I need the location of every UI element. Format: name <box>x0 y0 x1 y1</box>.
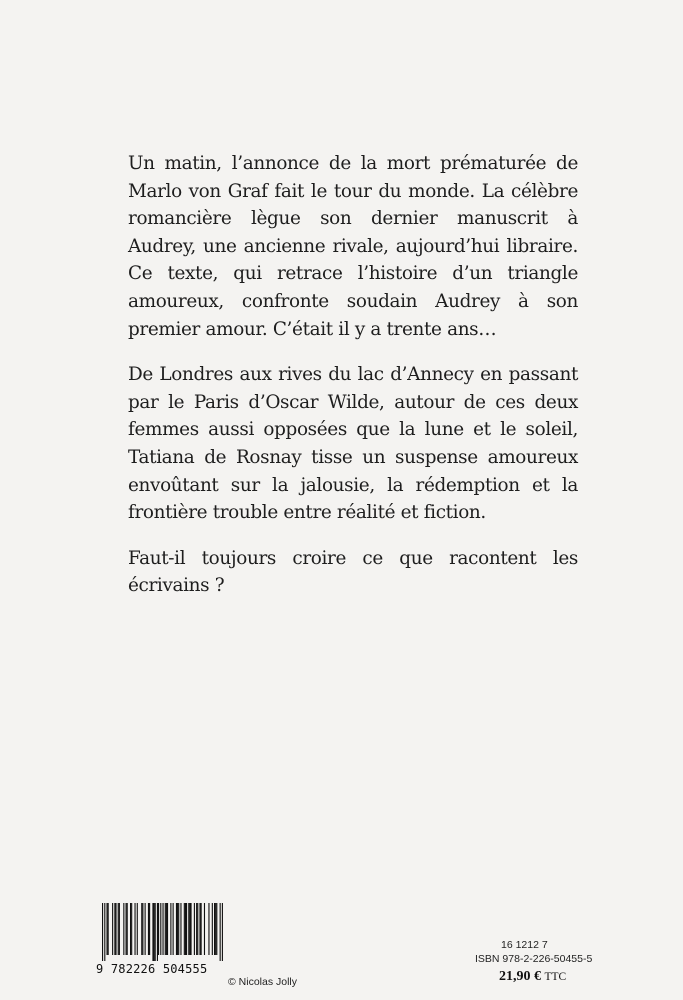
price-block <box>475 938 593 988</box>
photo-credit: © Nicolas Jolly <box>228 976 298 988</box>
price-suffix: TTC <box>544 971 567 983</box>
barcode-digits: 9 782226 504555 <box>96 962 208 976</box>
reference-code: 16 1212 7 <box>501 939 548 951</box>
blurb-paragraph-1: Un matin, l’annonce de la mort prématurée de Marlo von Graf fait le tour du monde. La célèbre romancière lègue son dernier manuscrit à Audrey, une ancienne rivale, aujourd’hui libraire. Ce texte, qui retrace l’histoire d’un triangle amoureux, confronte soudain Audrey à son premier amour. C’était il y a trente ans… <box>128 153 578 340</box>
price <box>475 966 584 988</box>
barcode-bars <box>96 903 224 961</box>
back-cover-blurb <box>128 150 578 618</box>
isbn-number: ISBN 978-2-226-50455-5 <box>475 953 593 965</box>
price-value: 21,90 € <box>499 969 541 984</box>
blurb-paragraph-3: Faut-il toujours croire ce que racontent les écrivains ? <box>128 547 578 597</box>
blurb-paragraph-2: De Londres aux rives du lac d’Annecy en passant par le Paris d’Oscar Wilde, autour de ces deux femmes aussi opposées que la lune et le soleil, Tatiana de Rosnay tisse un suspense amoureux envoûtant sur la jalousie, la rédemption et la frontière trouble entre réalité et fiction. <box>128 364 578 524</box>
isbn-barcode <box>96 903 224 976</box>
